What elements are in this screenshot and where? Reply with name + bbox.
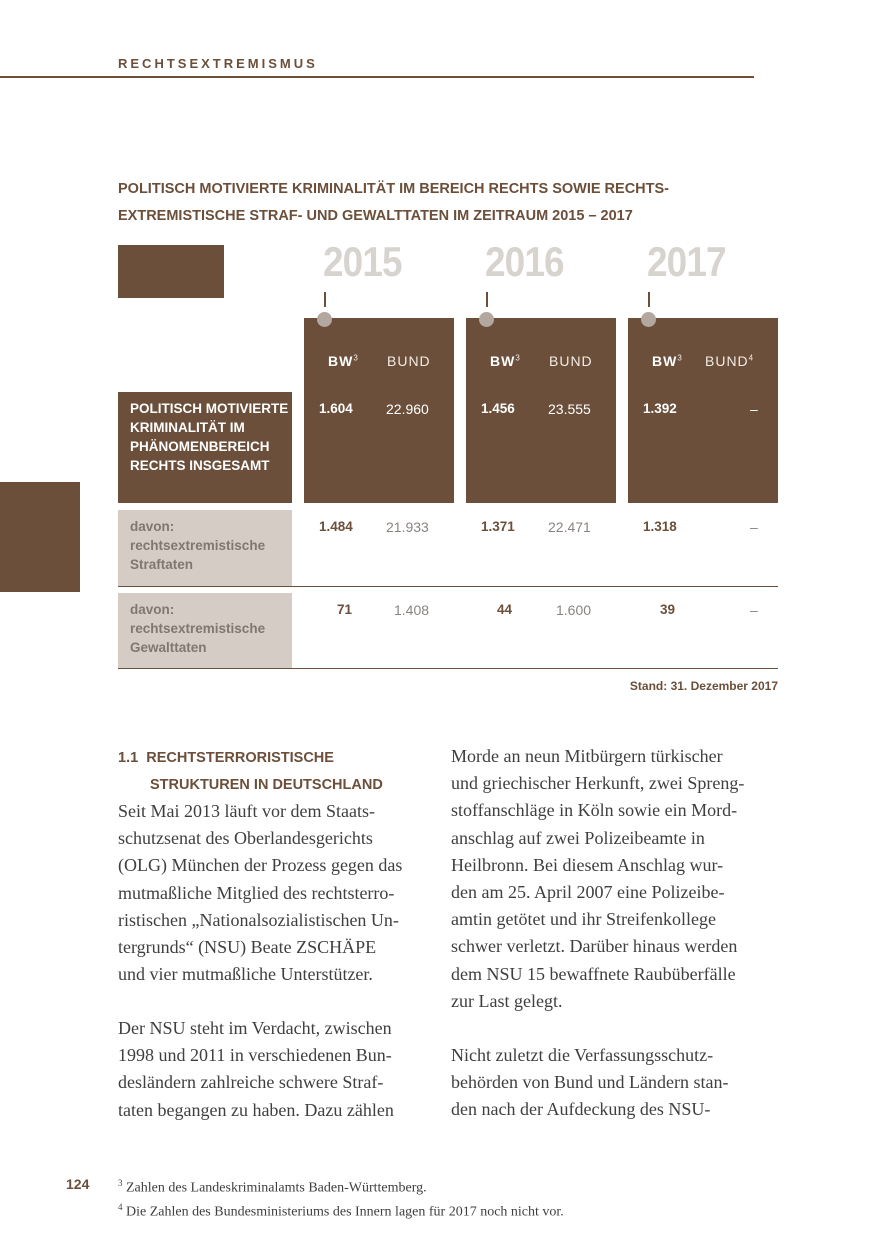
row-divider bbox=[118, 586, 778, 587]
cell-2017-bund: – bbox=[750, 602, 758, 618]
cell-2015-bund: 22.960 bbox=[386, 401, 429, 417]
cell-2015-bw: 71 bbox=[337, 602, 353, 617]
row-label-gewalttaten: davon: rechtsextremistische Gewalttaten bbox=[130, 602, 266, 655]
footnote-3: $^3$ Zahlen des Landeskriminalamts Baden-Württemberg. bbox=[118, 1178, 427, 1196]
cell-2015-bund: 1.408 bbox=[394, 602, 430, 618]
running-header: RECHTSEXTREMISMUS bbox=[118, 56, 318, 71]
cell-2017-bund: – bbox=[750, 401, 758, 417]
col-header-bund: BUND bbox=[549, 353, 593, 369]
cell-2017-bw: 1.392 bbox=[643, 401, 677, 416]
cell-2016-bw: 1.456 bbox=[481, 401, 515, 416]
row-divider bbox=[118, 668, 778, 669]
page-number: 124 bbox=[66, 1176, 90, 1192]
year-marker-tick bbox=[648, 292, 650, 307]
row-label-pmk-total: POLITISCH MOTIVIERTE KRIMINALITÄT IM PHÄNOMENBEREICH RECHTS INSGESAMT bbox=[130, 401, 289, 473]
body-paragraph: Seit Mai 2013 läuft vor dem Staats- schutzsenat des Oberlandesgerichts (OLG) München der Prozess gegen das mutmaßliche Mitglied des rechtsterro- ristischen „Nationalsozialistischen Un- tergrunds“ (NSU) Beate ZSCHÄPE und vier mutmaßliche Unterstützer. bbox=[118, 801, 403, 985]
year-marker-dot bbox=[641, 312, 656, 327]
cell-2016-bund: 22.471 bbox=[548, 519, 591, 535]
footnote-4: $^4$ Die Zahlen des Bundesministeriums des Innern lagen für 2017 noch nicht vor. bbox=[118, 1201, 564, 1220]
year-marker-tick bbox=[324, 292, 326, 307]
cell-2015-bw: 1.484 bbox=[319, 519, 353, 534]
cell-2016-bund: 1.600 bbox=[556, 602, 592, 618]
cell-2015-bund: 21.933 bbox=[386, 519, 429, 535]
body-paragraph: Nicht zuletzt die Verfassungsschutz- behörden von Bund und Ländern stan- den nach der Aufdeckung des NSU- bbox=[451, 1045, 729, 1120]
cell-2016-bw: 1.371 bbox=[481, 519, 515, 534]
col-header-bw: $BW^3$ bbox=[652, 353, 683, 369]
col-header-bw: $BW^3$ bbox=[490, 353, 521, 369]
header-rule bbox=[0, 76, 754, 78]
year-marker-dot bbox=[479, 312, 494, 327]
year-marker-tick bbox=[486, 292, 488, 307]
cell-2016-bund: 23.555 bbox=[548, 401, 591, 417]
cell-2017-bw: 39 bbox=[660, 602, 676, 617]
table-status-date: Stand: 31. Dezember 2017 bbox=[629, 679, 778, 693]
cell-2017-bw: 1.318 bbox=[643, 519, 677, 534]
side-marker-block bbox=[0, 482, 80, 592]
col-header-bund: BUND bbox=[387, 353, 431, 369]
col-header-bund: BUND$^4$ bbox=[705, 353, 755, 369]
table-title-line1: POLITISCH MOTIVIERTE KRIMINALITÄT IM BEREICH RECHTS SOWIE RECHTS- bbox=[118, 181, 669, 197]
cell-2017-bund: – bbox=[750, 519, 758, 535]
table-title bbox=[118, 176, 778, 230]
year-label-2017: 2017 bbox=[647, 238, 726, 285]
col-header-bw: $BW^3$ bbox=[328, 353, 359, 369]
table-title-line2: EXTREMISTISCHE STRAF- UND GEWALTTATEN IM ZEITRAUM 2015 – 2017 bbox=[118, 208, 633, 224]
year-label-2015: 2015 bbox=[323, 238, 402, 285]
body-paragraph: Morde an neun Mitbürgern türkischer und griechischer Herkunft, zwei Spreng- stoffanschläge in Köln sowie ein Mord- anschlag auf zwei Polizeibeamte in Heilbronn. Bei diesem Anschlag wur- den am 25. April 2007 eine Polizeibe- amtin getötet und ihr Streifenkollege schwer verletzt. Darüber hinaus werden dem NSU 15 bewaffnete Raubüberfälle zur Last gelegt. bbox=[451, 746, 745, 1011]
section-heading: 1.1 RECHTSTERRORISTISCHE STRUKTUREN IN DEUTSCHLAND bbox=[118, 750, 383, 793]
section-number: 1.1 bbox=[118, 750, 139, 766]
footnotes bbox=[118, 1174, 564, 1221]
table-tag-block bbox=[118, 245, 224, 298]
year-marker-dot bbox=[317, 312, 332, 327]
body-paragraph: Der NSU steht im Verdacht, zwischen 1998 und 2011 in verschiedenen Bun- desländern zahlreiche schwere Straf- taten begangen zu haben. Dazu zählen bbox=[118, 1018, 394, 1120]
cell-2015-bw: 1.604 bbox=[319, 401, 353, 416]
row-label-straftaten: davon: rechtsextremistische Straftaten bbox=[130, 519, 266, 572]
cell-2016-bw: 44 bbox=[497, 602, 513, 617]
year-label-2016: 2016 bbox=[485, 238, 564, 285]
